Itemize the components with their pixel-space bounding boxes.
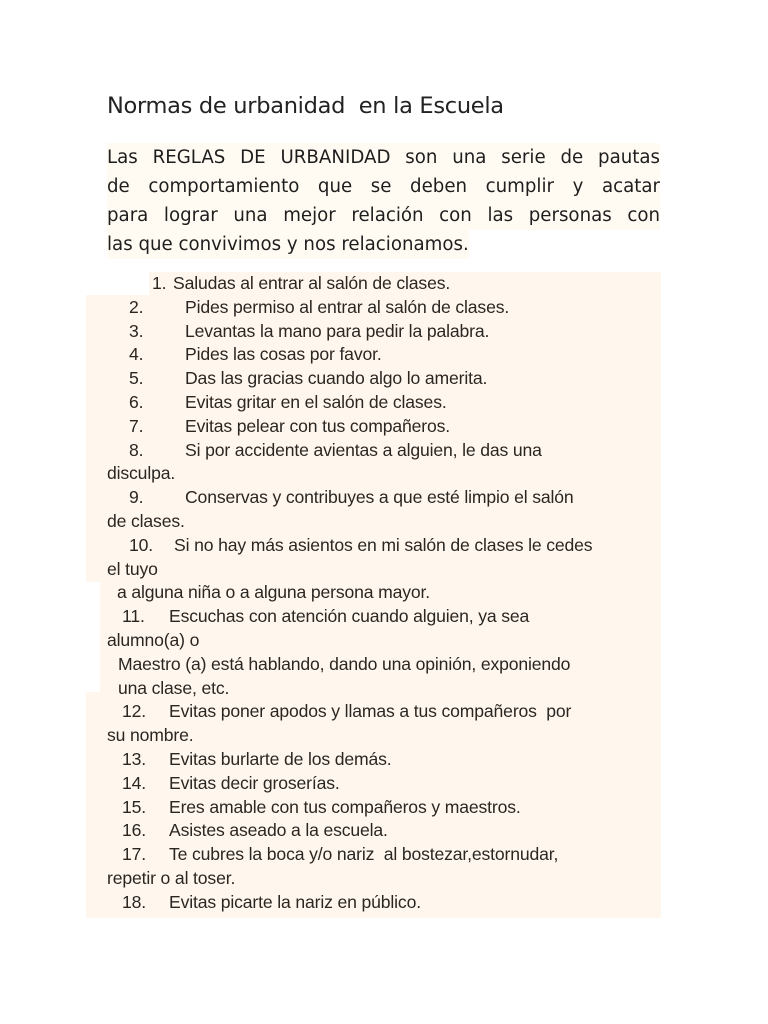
list-item-continuation — [107, 629, 200, 653]
list-item — [107, 772, 340, 796]
intro-line: las que convivimos y nos relacionamos. — [107, 230, 469, 259]
list-item — [107, 843, 559, 867]
list-item-continuation — [107, 867, 236, 891]
list-item — [107, 296, 510, 320]
list-item — [107, 486, 574, 510]
list-item — [107, 391, 447, 415]
item-number: 2. — [129, 296, 144, 317]
list-item — [107, 891, 421, 915]
item-number: 4. — [129, 344, 144, 365]
intro-line: para lograr una mejor relación con las personas con — [107, 201, 660, 230]
item-text: Evitas pelear con tus compañeros. — [185, 415, 450, 436]
item-text: una clase, etc. — [118, 677, 230, 698]
item-number: 1. — [152, 273, 167, 293]
item-text: Evitas decir groserías. — [169, 772, 340, 793]
item-number: 12. — [122, 701, 147, 722]
item-number: 16. — [122, 820, 147, 841]
list-item-continuation — [107, 558, 158, 582]
item-number: 11. — [122, 606, 145, 627]
list-item — [107, 796, 521, 820]
item-text: Evitas burlarte de los demás. — [169, 748, 392, 769]
item-text: Das las gracias cuando algo lo amerita. — [185, 368, 488, 389]
item-number: 6. — [129, 391, 144, 412]
item-number: 10. — [129, 534, 154, 555]
item-number: 17. — [122, 844, 147, 865]
intro-line: Las REGLAS DE URBANIDAD son una serie de pautas — [107, 143, 660, 172]
item-number: 5. — [129, 368, 144, 389]
list-item — [107, 819, 388, 843]
list-item — [107, 320, 490, 344]
item-text: Conservas y contribuyes a que esté limpio el salón — [185, 487, 574, 508]
item-text: a alguna niña o a alguna persona mayor. — [117, 582, 431, 603]
list-item-continuation — [107, 510, 185, 534]
intro-line: de comportamiento que se deben cumplir y acatar — [107, 172, 660, 201]
item-text: Evitas poner apodos y llamas a tus compañeros por — [169, 701, 572, 722]
item-text: repetir o al toser. — [107, 867, 236, 888]
item-text: su nombre. — [107, 725, 194, 746]
item-text: Pides las cosas por favor. — [185, 344, 382, 365]
item-text: disculpa. — [107, 463, 176, 484]
background-gap — [86, 582, 100, 692]
item-text: Si por accidente avientas a alguien, le das una — [185, 439, 542, 460]
list-item — [107, 272, 451, 296]
list-item-continuation — [107, 653, 571, 677]
document-title: Normas de urbanidad en la Escuela — [107, 93, 504, 119]
list-item — [107, 605, 530, 629]
item-text: Evitas gritar en el salón de clases. — [185, 391, 447, 412]
list-item-continuation — [107, 462, 176, 486]
item-text: Saludas al entrar al salón de clases. — [173, 273, 451, 293]
list-item — [107, 439, 542, 463]
item-number: 13. — [122, 748, 147, 769]
rules-list — [107, 272, 593, 915]
list-item-continuation — [107, 724, 194, 748]
list-item — [107, 748, 392, 772]
item-text: Levantas la mano para pedir la palabra. — [185, 320, 490, 341]
item-text: Asistes aseado a la escuela. — [169, 820, 388, 841]
item-number: 8. — [129, 439, 144, 460]
item-text: Te cubres la boca y/o nariz al bostezar,estornudar, — [169, 844, 559, 865]
list-item — [107, 343, 382, 367]
item-text: de clases. — [107, 510, 185, 531]
item-text: el tuyo — [107, 558, 158, 579]
list-item — [107, 534, 593, 558]
item-text: Maestro (a) está hablando, dando una opinión, exponiendo — [118, 653, 571, 674]
item-text: Escuchas con atención cuando alguien, ya sea — [169, 606, 530, 627]
list-item — [107, 415, 450, 439]
item-text: alumno(a) o — [107, 629, 200, 650]
item-text: Si no hay más asientos en mi salón de clases le cedes — [174, 534, 593, 555]
intro-paragraph — [107, 143, 660, 259]
item-text: Evitas picarte la nariz en público. — [169, 891, 421, 912]
list-item — [107, 367, 488, 391]
item-number: 9. — [129, 487, 144, 508]
item-text: Eres amable con tus compañeros y maestros. — [169, 796, 521, 817]
item-number: 18. — [122, 891, 147, 912]
item-number: 14. — [122, 772, 147, 793]
list-item-continuation — [107, 581, 431, 605]
item-number: 3. — [129, 320, 144, 341]
list-item-continuation — [107, 677, 230, 701]
item-number: 15. — [122, 796, 147, 817]
list-item — [107, 700, 572, 724]
item-number: 7. — [129, 415, 144, 436]
item-text: Pides permiso al entrar al salón de clases. — [185, 296, 510, 317]
